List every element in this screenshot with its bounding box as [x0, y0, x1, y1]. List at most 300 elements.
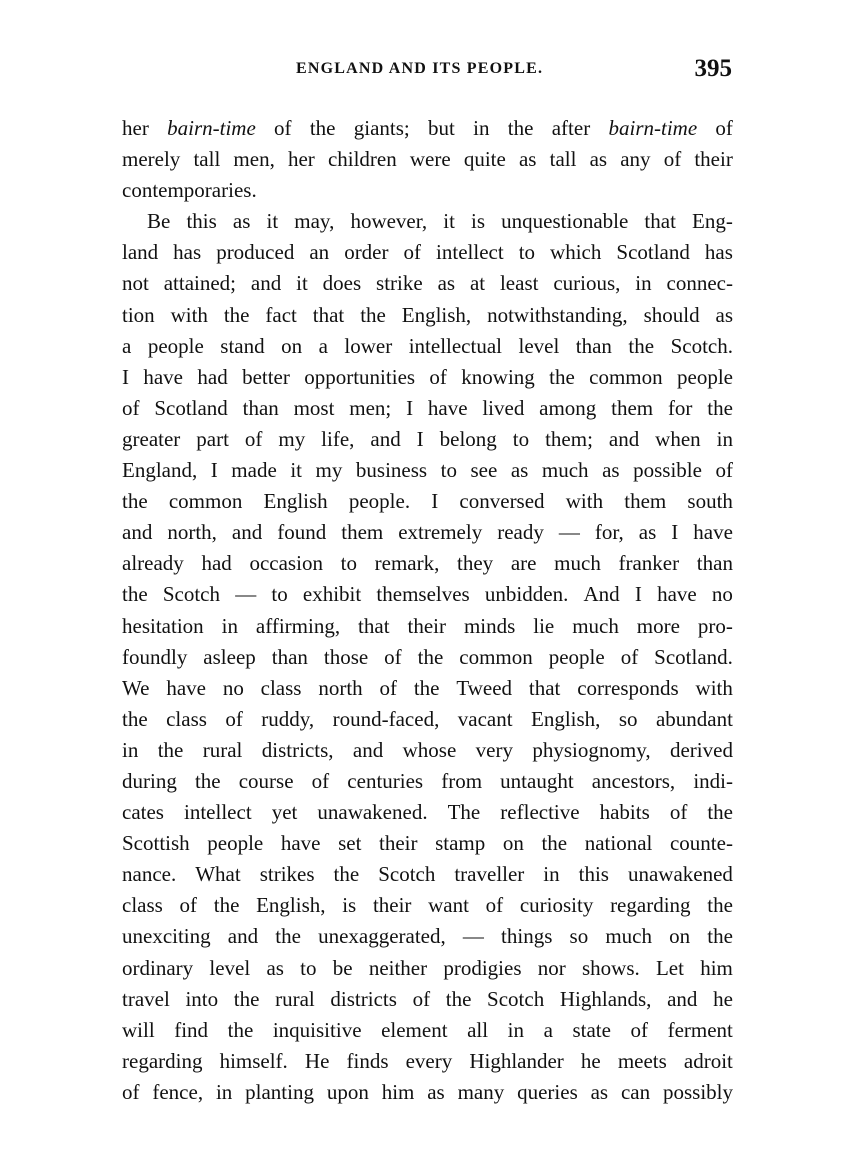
word: —: [235, 582, 257, 607]
word: so: [618, 706, 638, 731]
word: hesitation: [122, 613, 204, 638]
word: see: [470, 458, 498, 483]
word: level: [209, 955, 251, 980]
word: contemporaries.: [122, 178, 257, 203]
word: Tweed: [456, 675, 513, 700]
word: after: [551, 116, 591, 140]
word: inquisitive: [272, 1017, 362, 1042]
text-line: [122, 237, 733, 268]
word: the: [507, 116, 534, 140]
word: during: [122, 768, 177, 793]
word: ruddy,: [261, 706, 315, 731]
word: Scotch: [162, 582, 220, 607]
word: is: [471, 209, 486, 234]
word: And: [583, 582, 620, 607]
word: set: [338, 831, 362, 856]
word: of: [225, 706, 243, 731]
word: class: [166, 706, 207, 731]
word: lower: [344, 333, 393, 358]
word: the: [122, 489, 148, 514]
text-line: [122, 393, 733, 424]
word: ordinary: [122, 955, 194, 980]
word: as: [602, 458, 620, 483]
word: my: [315, 458, 343, 483]
word: north: [318, 675, 363, 700]
page-number: 395: [694, 55, 732, 82]
word: to: [300, 955, 317, 980]
text-line: [122, 455, 733, 486]
word: notwithstanding,: [487, 302, 628, 327]
running-head: [0, 57, 850, 87]
word: Scottish: [122, 831, 190, 856]
word: opportunities: [304, 364, 416, 389]
word: but: [428, 116, 455, 140]
word: their: [407, 613, 446, 638]
word: that: [644, 209, 676, 234]
word: into: [185, 986, 219, 1011]
word: districts: [330, 986, 397, 1011]
word: found: [277, 520, 327, 545]
word: knowing: [461, 364, 535, 389]
word: has: [173, 240, 202, 265]
word: remark,: [374, 551, 440, 576]
word: the: [628, 333, 655, 358]
word: their: [379, 831, 418, 856]
word: habits: [599, 800, 650, 825]
word: people: [147, 333, 204, 358]
word: planting: [245, 1079, 314, 1104]
text-line: [122, 206, 733, 237]
word: it: [296, 271, 308, 296]
text-line: [122, 611, 733, 642]
word: want: [428, 893, 469, 918]
word: people: [548, 644, 605, 669]
word: the: [122, 706, 148, 731]
word: asleep: [203, 644, 256, 669]
word: regarding: [610, 893, 691, 918]
word: pro-: [697, 613, 733, 638]
word: all: [467, 1017, 489, 1042]
word: the: [413, 675, 440, 700]
word: men,: [233, 147, 275, 172]
word: themselves: [376, 582, 470, 607]
word: to: [271, 582, 288, 607]
word: travel: [122, 986, 170, 1011]
text-line: [122, 144, 733, 175]
word: indi-: [693, 768, 733, 793]
word: of: [379, 675, 397, 700]
word: of: [122, 1079, 140, 1104]
word: corresponds: [577, 675, 679, 700]
word: intellectual: [408, 333, 502, 358]
word: whose: [402, 737, 457, 762]
word: as: [232, 209, 251, 234]
word: them;: [545, 426, 593, 451]
word: and: [667, 986, 698, 1011]
word: the: [707, 924, 733, 949]
word: had: [197, 364, 228, 389]
word: were: [409, 147, 451, 172]
word: of: [412, 986, 431, 1011]
word: people.: [348, 489, 411, 514]
word: the: [333, 862, 360, 887]
word: minds: [463, 613, 516, 638]
word: than: [242, 395, 279, 420]
text-line: [122, 953, 733, 984]
word: Highlands,: [559, 986, 652, 1011]
word: have: [280, 831, 321, 856]
word: to: [512, 426, 530, 451]
text-line: [122, 642, 733, 673]
word: their: [372, 893, 412, 918]
word: common: [168, 489, 243, 514]
word: unexciting: [122, 924, 211, 949]
text-line: [122, 517, 733, 548]
text-line: [122, 331, 733, 362]
word: no: [711, 582, 733, 607]
word: as: [638, 520, 657, 545]
text-line: [122, 673, 733, 704]
word: England,: [122, 458, 198, 483]
word: tall: [193, 147, 221, 172]
word: the: [707, 893, 733, 918]
word: —: [558, 520, 580, 545]
text-line: [122, 268, 733, 299]
word: the: [213, 893, 240, 918]
word: ferment: [667, 1017, 733, 1042]
word: and: [370, 426, 401, 451]
word: than: [696, 551, 733, 576]
word: unawakened.: [317, 800, 428, 825]
word: and: [231, 520, 263, 545]
word: intellect: [184, 800, 252, 825]
word: than: [271, 644, 308, 669]
word: adroit: [683, 1048, 733, 1073]
word: them: [611, 395, 654, 420]
text-line: [122, 766, 733, 797]
word: that: [312, 302, 345, 327]
word: the: [541, 831, 568, 856]
word: this: [186, 209, 217, 234]
word: as: [427, 1079, 445, 1104]
word: Scotch: [378, 862, 436, 887]
word: him: [381, 1079, 415, 1104]
word: to: [518, 240, 536, 265]
word: prodigies: [443, 955, 522, 980]
word: with: [565, 489, 604, 514]
word: I: [406, 395, 414, 420]
word: the: [275, 924, 301, 949]
word: I: [671, 520, 679, 545]
word: class: [122, 893, 163, 918]
word: be: [332, 955, 353, 980]
word: lived: [482, 395, 525, 420]
word: for: [667, 395, 693, 420]
word: What: [195, 862, 241, 887]
word: nor: [537, 955, 566, 980]
word: her: [287, 147, 315, 172]
word: I: [122, 364, 129, 389]
word: of: [630, 1017, 649, 1042]
word: when: [655, 426, 701, 451]
word: much: [541, 458, 589, 483]
text-line: [122, 797, 733, 828]
word: exhibit: [302, 582, 362, 607]
word: affirming,: [255, 613, 341, 638]
word: foundly: [122, 644, 188, 669]
word: of: [403, 240, 422, 265]
word: rural: [275, 986, 315, 1011]
word: business: [355, 458, 428, 483]
word: of: [384, 644, 402, 669]
word: I: [431, 489, 439, 514]
word: untaught: [500, 768, 574, 793]
word: which: [550, 240, 602, 265]
word: Scotland: [616, 240, 690, 265]
word: he: [713, 986, 733, 1011]
word: cates: [122, 800, 164, 825]
word: with: [695, 675, 733, 700]
word: unexaggerated,: [318, 924, 446, 949]
word: as: [510, 458, 529, 483]
word: I: [210, 458, 218, 483]
word: order: [344, 240, 389, 265]
word: unawakened: [627, 862, 733, 887]
word: He: [304, 1048, 330, 1073]
word: as: [266, 955, 284, 980]
word: her: [122, 116, 149, 140]
word: should: [643, 302, 700, 327]
word: I: [634, 582, 642, 607]
text-line: [122, 921, 733, 952]
word: is: [342, 893, 357, 918]
word: course: [238, 768, 294, 793]
word: Scotland: [154, 395, 228, 420]
word: shows.: [581, 955, 640, 980]
word: reflective: [500, 800, 580, 825]
word: in: [507, 1017, 525, 1042]
word: the: [707, 395, 733, 420]
word: this: [578, 862, 609, 887]
word: physiognomy,: [532, 737, 651, 762]
word: ancestors,: [591, 768, 676, 793]
text-line: [122, 1077, 733, 1108]
word: land: [122, 240, 159, 265]
word: with: [170, 302, 208, 327]
text-line: [122, 1015, 733, 1046]
word: have: [166, 675, 206, 700]
word: more: [636, 613, 680, 638]
word: south: [687, 489, 733, 514]
word: have: [143, 364, 184, 389]
text-line: [122, 548, 733, 579]
word: fact: [265, 302, 297, 327]
word: the: [417, 644, 444, 669]
word: —: [462, 924, 484, 949]
word: tion: [122, 302, 155, 327]
word: so: [569, 924, 589, 949]
word: nance.: [122, 862, 177, 887]
text-line: [122, 890, 733, 921]
word: element: [381, 1017, 448, 1042]
word: giants;: [353, 116, 410, 140]
word: however,: [350, 209, 428, 234]
word: produced: [216, 240, 295, 265]
word: as: [589, 147, 608, 172]
word: of: [715, 116, 733, 140]
word: has: [704, 240, 733, 265]
word: a: [318, 333, 328, 358]
word: of: [122, 395, 140, 420]
word: people: [207, 831, 264, 856]
word: curious,: [553, 271, 621, 296]
word: have: [427, 395, 468, 420]
word: he: [580, 1048, 601, 1073]
text-line: [122, 984, 733, 1015]
running-title: ENGLAND AND ITS PEOPLE.: [296, 60, 544, 77]
word: as: [518, 147, 537, 172]
word: queries: [517, 1079, 578, 1104]
word: fence,: [152, 1079, 204, 1104]
word: most: [293, 395, 335, 420]
word: my: [278, 426, 306, 451]
word: the: [309, 116, 336, 140]
word: had: [201, 551, 232, 576]
word: him: [700, 955, 733, 980]
word: the: [233, 986, 260, 1011]
word: have: [693, 520, 733, 545]
word: strikes: [259, 862, 315, 887]
word: an: [309, 240, 330, 265]
word: north,: [167, 520, 217, 545]
word: counte-: [669, 831, 733, 856]
word: state: [572, 1017, 611, 1042]
word: the: [360, 302, 386, 327]
word: The: [447, 800, 481, 825]
word: that: [358, 613, 390, 638]
word: already: [122, 551, 184, 576]
word: made: [231, 458, 277, 483]
word: not: [122, 271, 149, 296]
word: Eng-: [692, 209, 733, 234]
word: a: [122, 333, 132, 358]
word: Scotch.: [670, 333, 733, 358]
text-line: [122, 704, 733, 735]
word: the: [707, 800, 733, 825]
word: in: [635, 271, 652, 296]
word: of: [274, 116, 292, 140]
word: at: [469, 271, 486, 296]
word: tall: [549, 147, 577, 172]
word: life,: [321, 426, 355, 451]
word: We: [122, 675, 150, 700]
word: a: [543, 1017, 553, 1042]
word: in: [221, 613, 238, 638]
word: may,: [294, 209, 335, 234]
word: people: [677, 364, 733, 389]
word: Scotch: [487, 986, 545, 1011]
word: and: [122, 520, 153, 545]
word: their: [694, 147, 733, 172]
word: round-faced,: [332, 706, 440, 731]
word: things: [501, 924, 553, 949]
word: of: [179, 893, 198, 918]
word: in: [543, 862, 560, 887]
word: English,: [401, 302, 472, 327]
word: can: [620, 1079, 651, 1104]
word: the: [549, 364, 575, 389]
word: children: [327, 147, 397, 172]
word: level: [518, 333, 560, 358]
word: class: [260, 675, 302, 700]
word: English: [263, 489, 328, 514]
word: are: [510, 551, 537, 576]
italic-word: bairn-time: [167, 116, 256, 140]
word: the: [223, 302, 250, 327]
word: unquestionable: [501, 209, 629, 234]
word: greater: [122, 426, 181, 451]
word: of: [311, 768, 330, 793]
text-line: [122, 362, 733, 393]
text-line: [122, 1046, 733, 1077]
text-line: [122, 175, 733, 206]
word: on: [502, 831, 524, 856]
body-text: [122, 113, 733, 1108]
word: as: [437, 271, 456, 296]
word: ready: [497, 520, 544, 545]
word: common: [589, 364, 663, 389]
word: connec-: [666, 271, 733, 296]
word: that: [528, 675, 561, 700]
word: occasion: [249, 551, 323, 576]
word: of: [669, 800, 688, 825]
word: Scotland.: [654, 644, 733, 669]
word: the: [227, 1017, 254, 1042]
word: regarding: [122, 1048, 203, 1073]
text-line: [122, 828, 733, 859]
word: Let: [655, 955, 684, 980]
word: Highlander: [469, 1048, 564, 1073]
word: rural: [202, 737, 243, 762]
word: of: [485, 893, 504, 918]
word: many: [457, 1079, 505, 1104]
word: it: [266, 209, 279, 234]
word: them: [341, 520, 384, 545]
word: derived: [669, 737, 733, 762]
word: does: [322, 271, 362, 296]
word: and: [352, 737, 384, 762]
word: of: [620, 644, 639, 669]
word: Be: [147, 209, 171, 234]
text-line: [122, 486, 733, 517]
word: any: [620, 147, 651, 172]
word: stamp: [435, 831, 486, 856]
word: and: [227, 924, 259, 949]
word: districts,: [261, 737, 334, 762]
word: of: [429, 364, 447, 389]
word: from: [441, 768, 483, 793]
word: upon: [326, 1079, 369, 1104]
word: curiosity: [519, 893, 594, 918]
word: they: [457, 551, 494, 576]
word: English,: [531, 706, 601, 731]
word: find: [174, 1017, 209, 1042]
word: it: [443, 209, 455, 234]
word: better: [242, 364, 290, 389]
word: men;: [349, 395, 392, 420]
word: very: [475, 737, 513, 762]
word: no: [222, 675, 244, 700]
